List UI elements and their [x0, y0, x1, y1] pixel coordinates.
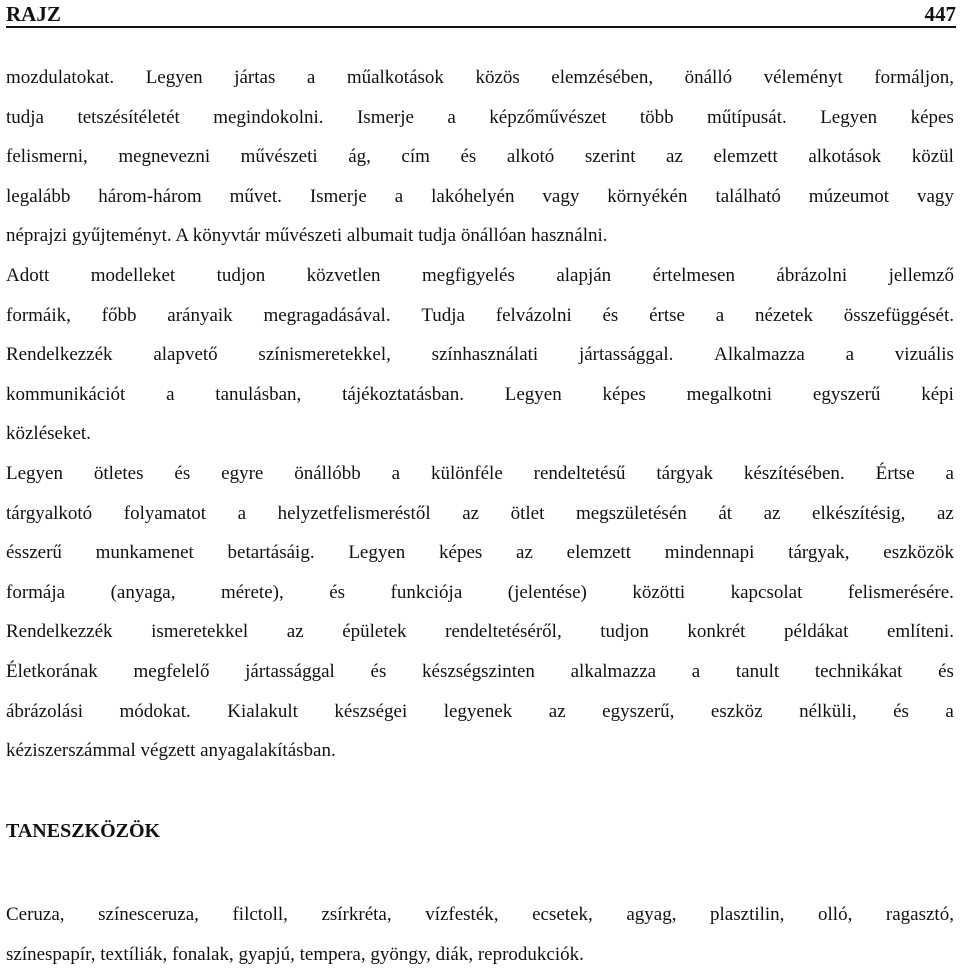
word: modelleket [90, 264, 176, 286]
word: formája [6, 581, 66, 603]
word: elemzésében, [551, 67, 654, 88]
word: értse [649, 304, 685, 326]
word: említeni. [886, 621, 954, 643]
word: Rendelkezzék [6, 344, 113, 366]
word: összefüggését. [843, 304, 954, 326]
word: képzőművészet [489, 106, 607, 128]
word: Kialakult [227, 700, 298, 722]
word: alapján [556, 264, 612, 286]
word: egyszerű, [602, 700, 675, 722]
word: Alkalmazza [714, 344, 805, 366]
word: technikákat [814, 660, 903, 682]
word: és [174, 462, 191, 484]
word: főbb [101, 304, 137, 326]
word: az [462, 502, 480, 524]
word: és [938, 660, 954, 682]
word: ecsetek, [532, 904, 593, 925]
word: Ismerje [356, 106, 414, 128]
word: az [937, 502, 954, 524]
word: készségszinten [422, 660, 535, 682]
word: és [370, 660, 387, 682]
word: Legyen [504, 383, 562, 405]
text-line [6, 58, 954, 98]
word: eszköz [710, 700, 763, 722]
text-line: közléseket. [6, 423, 91, 445]
word: alapvető [153, 344, 218, 366]
word: mérete), [220, 581, 284, 603]
word: munkamenet [95, 542, 194, 564]
text-line [6, 256, 954, 296]
word: a [945, 462, 954, 484]
word: műtípusát. [707, 106, 787, 128]
word: egyszerű [812, 383, 881, 405]
word: eszközök [883, 542, 954, 564]
word: rendeltetésű [533, 462, 626, 484]
word: ábrázolni [776, 264, 848, 286]
word: felvázolni [495, 304, 572, 326]
word: több [639, 106, 674, 128]
word: vagy [542, 185, 580, 207]
word: folyamatot [123, 502, 207, 524]
word: a [945, 700, 954, 722]
word: megfelelő [133, 660, 210, 682]
word: legyenek [443, 700, 513, 722]
word: formáik, [6, 304, 71, 326]
word: művet. [229, 185, 282, 207]
word: művészeti [240, 146, 318, 168]
word: a [237, 502, 247, 524]
word: ésszerű [6, 542, 62, 564]
word: színhasználati [431, 344, 539, 366]
word: különféle [431, 462, 503, 484]
word: vagy [916, 185, 954, 207]
word: elemzett [566, 542, 631, 564]
word: szerint [584, 146, 636, 168]
word: önálló [684, 67, 733, 88]
word: Életkorának [6, 660, 98, 682]
text-line [6, 177, 954, 217]
word: ötletes [93, 462, 144, 484]
text-line [6, 533, 954, 573]
word: vizuális [894, 344, 954, 366]
word: a [845, 344, 855, 366]
word: az [666, 146, 683, 168]
word: rendeltetéséről, [445, 621, 562, 643]
word: Legyen [145, 67, 203, 88]
word: megragadásával. [263, 304, 391, 326]
word: a [306, 67, 316, 88]
word: található [715, 185, 781, 207]
word: környékén [607, 185, 688, 207]
word: az [516, 542, 533, 564]
text-line [6, 895, 954, 935]
word: alkotások [808, 146, 882, 168]
word: véleményt [763, 67, 843, 88]
text-line [6, 612, 954, 652]
word: megindokolni. [213, 106, 324, 128]
word: múzeumot [808, 185, 889, 207]
word: kapcsolat [730, 581, 803, 603]
word: helyzetfelismeréstől [277, 502, 431, 524]
word: lakóhelyén [431, 185, 515, 207]
header-subject: RAJZ [6, 2, 61, 26]
word: közvetlen [306, 264, 381, 286]
word: ág, [348, 146, 371, 168]
word: formáljon, [874, 67, 954, 88]
word: az [286, 621, 304, 643]
word: közötti [632, 581, 686, 603]
word: tárgyak [656, 462, 714, 484]
word: három-három [98, 185, 202, 207]
text-line: néprajzi gyűjteményt. A könyvtár művészeti albumait tudja önállóan használni. [6, 225, 608, 247]
word: a [691, 660, 701, 682]
header-page-number: 447 [924, 2, 956, 26]
word: tárgyak, [788, 542, 850, 564]
word: és [602, 304, 619, 326]
word: olló, [818, 904, 853, 925]
word: tetszésítéletét [77, 106, 180, 128]
text-line [6, 98, 954, 138]
text-line [6, 335, 954, 375]
word: a [166, 383, 175, 405]
word: tudjon [216, 264, 266, 286]
word: konkrét [687, 621, 746, 643]
text-line [6, 652, 954, 692]
body-text [6, 58, 954, 771]
word: képes [439, 542, 483, 564]
word: tájékoztatásban. [342, 383, 464, 405]
word: elemzett [713, 146, 778, 168]
word: a [715, 304, 725, 326]
word: módokat. [119, 700, 191, 722]
word: tanult [735, 660, 780, 682]
word: Legyen [820, 106, 878, 128]
word: képes [602, 383, 646, 405]
tools-text [6, 895, 954, 974]
word: Tudja [421, 304, 465, 326]
word: példákat [784, 621, 849, 643]
word: (jelentése) [507, 581, 587, 603]
word: filctoll, [232, 904, 288, 925]
word: a [391, 462, 401, 484]
word: Ismerje [309, 185, 367, 207]
word: ötlet [510, 502, 545, 524]
word: elkészítésig, [812, 502, 906, 524]
word: arányaik [167, 304, 233, 326]
word: önállóbb [294, 462, 361, 484]
word: és [893, 700, 909, 722]
word: értelmesen [652, 264, 735, 286]
word: és [460, 146, 477, 168]
text-line: színespapír, textíliák, fonalak, gyapjú, tempera, gyöngy, diák, reprodukciók. [6, 943, 584, 965]
word: és [329, 581, 346, 603]
word: egyre [221, 462, 264, 484]
word: zsírkréta, [321, 904, 392, 925]
word: megfigyelés [422, 264, 515, 286]
word: megszületésén [575, 502, 687, 524]
word: legalább [6, 185, 71, 207]
word: vízfesték, [425, 904, 499, 925]
word: cím [401, 146, 430, 168]
word: a [394, 185, 404, 207]
word: ismeretekkel [151, 621, 249, 643]
word: agyag, [626, 904, 677, 925]
word: jellemző [888, 264, 954, 286]
word: mindennapi [664, 542, 755, 564]
word: nézetek [754, 304, 813, 326]
text-line [6, 573, 954, 613]
word: képes [910, 106, 954, 128]
text-line [6, 692, 954, 732]
word: műalkotások [346, 67, 444, 88]
word: jártassággal [245, 660, 335, 682]
word: felismerni, [6, 146, 88, 168]
text-line: kéziszerszámmal végzett anyagalakításban. [6, 740, 336, 762]
word: megalkotni [686, 383, 773, 405]
word: Adott [6, 264, 50, 286]
word: megnevezni [118, 146, 211, 168]
word: Ceruza, [6, 904, 65, 925]
word: tárgyalkotó [6, 502, 93, 524]
word: alkotó [506, 146, 555, 168]
word: jártassággal. [578, 344, 674, 366]
word: színismeretekkel, [258, 344, 391, 366]
word: az [548, 700, 566, 722]
word: át [718, 502, 733, 524]
word: közös [475, 67, 520, 88]
text-line [6, 454, 954, 494]
word: tanulásban, [215, 383, 302, 405]
text-line [6, 296, 954, 336]
word: funkciója [390, 581, 463, 603]
word: közül [911, 146, 954, 168]
word: képi [921, 383, 954, 405]
word: felismerésére. [847, 581, 954, 603]
section-heading: TANESZKÖZÖK [6, 820, 161, 842]
word: Legyen [348, 542, 406, 564]
word: készítésében. [743, 462, 845, 484]
word: a [447, 106, 456, 128]
word: az [763, 502, 781, 524]
word: tudjon [600, 621, 649, 643]
text-line [6, 137, 954, 177]
text-line [6, 375, 954, 415]
word: (anyaga, [110, 581, 176, 603]
word: Értse [875, 462, 915, 484]
word: Legyen [6, 462, 63, 484]
word: tudja [6, 106, 44, 128]
word: Rendelkezzék [6, 621, 113, 643]
text-line [6, 494, 954, 534]
word: plasztilin, [710, 904, 785, 925]
page-header [6, 0, 956, 28]
word: jártas [234, 67, 276, 88]
word: színesceruza, [98, 904, 199, 925]
word: alkalmazza [570, 660, 657, 682]
word: épületek [342, 621, 407, 643]
word: ragasztó, [885, 904, 954, 925]
word: mozdulatokat. [6, 67, 115, 88]
word: nélküli, [799, 700, 857, 722]
word: betartásáig. [227, 542, 315, 564]
word: ábrázolási [6, 700, 84, 722]
word: készségei [334, 700, 408, 722]
word: kommunikációt [6, 383, 126, 405]
